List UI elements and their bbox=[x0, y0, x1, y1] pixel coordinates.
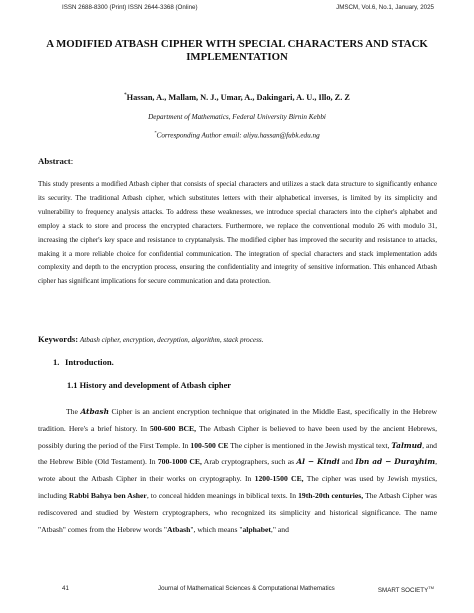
body-text-run: The Atbash Cipher was rediscovered and studied by Western cryptographers, who recognized its simplicity and historical significance. The name "Atbash" comes from the Hebrew words " bbox=[38, 490, 437, 534]
body-text bbox=[38, 404, 437, 538]
title-line-1: A MODIFIED ATBASH CIPHER WITH SPECIAL CHARACTERS AND STACK bbox=[46, 38, 428, 50]
math-atbash: Atbash bbox=[80, 407, 109, 416]
abstract-colon: : bbox=[70, 156, 74, 166]
journal-ref: JMSCM, Vol.6, No.1, January, 2025 bbox=[336, 4, 434, 11]
corresponding-author bbox=[38, 130, 436, 139]
bold-term: alphabet bbox=[242, 524, 271, 534]
paper-title bbox=[38, 38, 436, 64]
body-text-run: The cipher was used by Jewish mystics, including bbox=[38, 474, 437, 500]
math-al-kindi: Al − Kindi bbox=[296, 457, 340, 467]
title-line-2: IMPLEMENTATION bbox=[186, 51, 288, 63]
body-text-run: The cipher is mentioned in the Jewish mystical text, bbox=[228, 440, 392, 450]
authors-names: Hassan, A., Mallam, N. J., Umar, A., Dakingari, A. U., Illo, Z. Z bbox=[126, 93, 350, 102]
abstract-text: This study presents a modified Atbash cipher that consists of special characters and utilizes a stack data structure to significantly enhance its security. The traditional Atbash cipher, which substitutes letters with their alphabetical inverses, is limited by its simplicity and vulnerability to frequency analysis attacks. To address these weaknesses, we introduce special characters into the cipher's alphabet and employ a stack to store and process the encrypted characters. Furthermore, we replace the conventional modulo 26 with modulo 31, increasing the cipher's key space and resistance to cryptanalysis. The modified cipher has improved the security and resistance to attacks, making it a more reliable choice for confidential communication. The integration of special characters and stack implementation adds complexity and depth to the encryption process, ensuring the confidentiality and integrity of sensitive information. This enhanced Atbash cipher has significant implications for secure communication and data protection. bbox=[38, 180, 437, 286]
keywords-label: Keywords: bbox=[38, 334, 79, 344]
bold-date: 19th-20th centuries, bbox=[298, 490, 364, 500]
trademark-mark: TM bbox=[428, 585, 434, 590]
body-text-run: , to conceal hidden meanings in biblical texts. In bbox=[146, 490, 299, 500]
issn-text: ISSN 2688-8300 (Print) ISSN 2644-3368 (Online) bbox=[62, 4, 198, 11]
abstract-heading bbox=[38, 156, 73, 166]
body-text-run: ", which means " bbox=[190, 524, 243, 534]
body-text-run: ," and bbox=[270, 524, 289, 534]
bold-date: 700-1000 CE, bbox=[157, 457, 202, 467]
section-heading bbox=[53, 357, 114, 367]
bold-date: 100-500 CE bbox=[190, 440, 229, 450]
publisher-name bbox=[378, 585, 434, 594]
body-text-run: , wrote about the Atbash Cipher in their works on cryptography. In bbox=[38, 457, 437, 484]
body-text-run: , and the Hebrew Bible (Old Testament). In bbox=[38, 440, 437, 467]
body-text-run: Cipher is an ancient encryption technique that originated in the Middle East, specifically in the Hebrew tradition. Here's a brief history. In bbox=[38, 407, 438, 433]
body-text-run: The bbox=[66, 407, 81, 416]
affiliation: Department of Mathematics, Federal University Birnin Kebbi bbox=[148, 113, 326, 121]
abstract-heading-text: Abstract bbox=[38, 156, 71, 166]
running-header bbox=[62, 4, 434, 16]
body-text-run: and bbox=[339, 457, 356, 467]
section-title: Introduction. bbox=[65, 357, 114, 367]
body-paragraph bbox=[38, 404, 437, 538]
body-text-run: Arab cryptographers, such as bbox=[201, 457, 297, 467]
math-talmud: Talmud bbox=[391, 440, 423, 450]
bold-term: Atbash bbox=[167, 524, 191, 534]
publisher-text: SMART SOCIETY bbox=[377, 587, 429, 595]
journal-name: Journal of Mathematical Sciences & Computational Mathematics bbox=[158, 585, 335, 592]
bold-date: 500-600 BCE, bbox=[149, 423, 197, 433]
bold-name: Rabbi Bahya ben Asher bbox=[68, 490, 147, 500]
authors-line bbox=[38, 93, 436, 102]
section-number: 1. bbox=[53, 357, 60, 367]
corr-text: Corresponding Author email: aliyu.hassan@fubk.edu.ng bbox=[156, 131, 320, 140]
math-ibn-ad-durayhim: Ibn ad − Durayhim bbox=[355, 457, 436, 467]
running-footer bbox=[62, 585, 434, 597]
authors-star: * bbox=[124, 93, 127, 99]
body-text-run: The Atbash Cipher is believed to have been used by the ancient Hebrews, possibly during the period of the First Temple. In bbox=[38, 423, 437, 450]
bold-date: 1200-1500 CE, bbox=[254, 474, 304, 484]
keywords-list: Atbash cipher, encryption, decryption, algorithm, stack process. bbox=[79, 336, 264, 344]
corr-star: * bbox=[154, 130, 157, 135]
subsection-heading: 1.1 History and development of Atbash cipher bbox=[67, 381, 232, 390]
keywords-line bbox=[38, 334, 437, 344]
page-number: 41 bbox=[62, 585, 69, 592]
